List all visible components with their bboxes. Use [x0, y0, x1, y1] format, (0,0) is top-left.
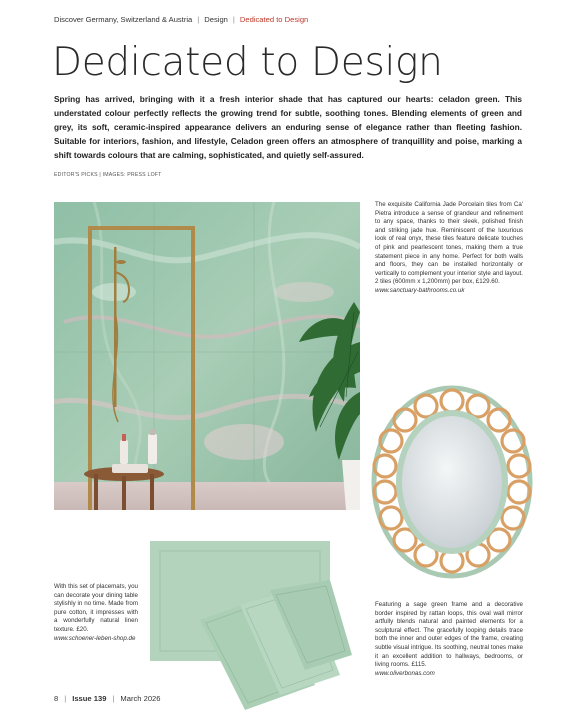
mirror-caption-text: Featuring a sage green frame and a decorative border inspired by rattan loops, this oval wall mirror artfully blends natural and painted elements for a sculptural effect. The gracefully looping details trace both the inner and outer edges of the frame, creating subtle visual intrigue. Its soothing, neutral tones make it an excellent addition to hallways, bedrooms, or living rooms. £115. — [375, 601, 523, 669]
breadcrumb-current: Dedicated to Design — [239, 15, 309, 24]
issue-number: Issue 139 — [72, 694, 107, 703]
page-title: Dedicated to Design — [52, 40, 443, 85]
page-number: 8 — [54, 694, 59, 703]
issue-date: March 2026 — [120, 694, 161, 703]
placemats-caption — [54, 583, 138, 643]
breadcrumb-separator: | — [197, 15, 200, 24]
footer-separator: | — [64, 694, 67, 703]
breadcrumb-category[interactable]: Design — [204, 15, 228, 24]
breadcrumb — [54, 15, 308, 24]
oval-rattan-mirror-photo — [368, 382, 536, 582]
placemats-caption-text: With this set of placemats, you can decorate your dining table stylishly in no time. Made from pure cotton, it impresses with a wonderfully natural linen texture. £20. — [54, 583, 138, 633]
breadcrumb-section[interactable]: Discover Germany, Switzerland & Austria — [54, 15, 193, 24]
breadcrumb-separator: | — [232, 15, 235, 24]
image-credit: EDITOR'S PICKS | IMAGES: PRESS LOFT — [54, 172, 162, 178]
mirror-caption — [375, 601, 523, 678]
tiles-caption-link[interactable]: www.sanctuary-bathrooms.co.uk — [375, 286, 465, 294]
tiles-caption — [375, 201, 523, 296]
tiles-caption-text: The exquisite California Jade Porcelain tiles from Ca' Pietra introduce a sense of grandeur and refinement to any space, thanks to their sleek, polished finish and striking jade hue. Reminiscent of the luxurious look of real onyx, these tiles feature delicate touches of pink and pearlescent tones, making them a true statement piece in any home. Perfect for both walls and floors, they can be installed horizontally or vertically to complement your interior style and layout. 2 tiles (600mm x 1,200mm) per box, £129.60. — [375, 201, 523, 286]
footer-separator: | — [112, 694, 115, 703]
mirror-caption-link[interactable]: www.oliverbonas.com — [375, 669, 435, 677]
green-placemats-photo — [140, 535, 355, 710]
intro-paragraph: Spring has arrived, bringing with it a fresh interior shade that has captured our hearts: celadon green. This understated colour perfectly reflects the growing trend for subtle, soothing tones. Blending elements of green and grey, its soft, ceramic-inspired appearance delivers an enduring sense of elegance rather than fleeting fashion. Suitable for interiors, fashion, and lifestyle, Celadon green offers an atmosphere of tranquillity and poise, marking a shift towards colours that are calming, sophisticated, and quietly self-assured. — [54, 94, 522, 160]
jade-tiles-bathroom-photo — [54, 202, 360, 510]
placemats-caption-link[interactable]: www.schoener-leben-shop.de — [54, 634, 136, 642]
page-footer — [54, 694, 161, 703]
